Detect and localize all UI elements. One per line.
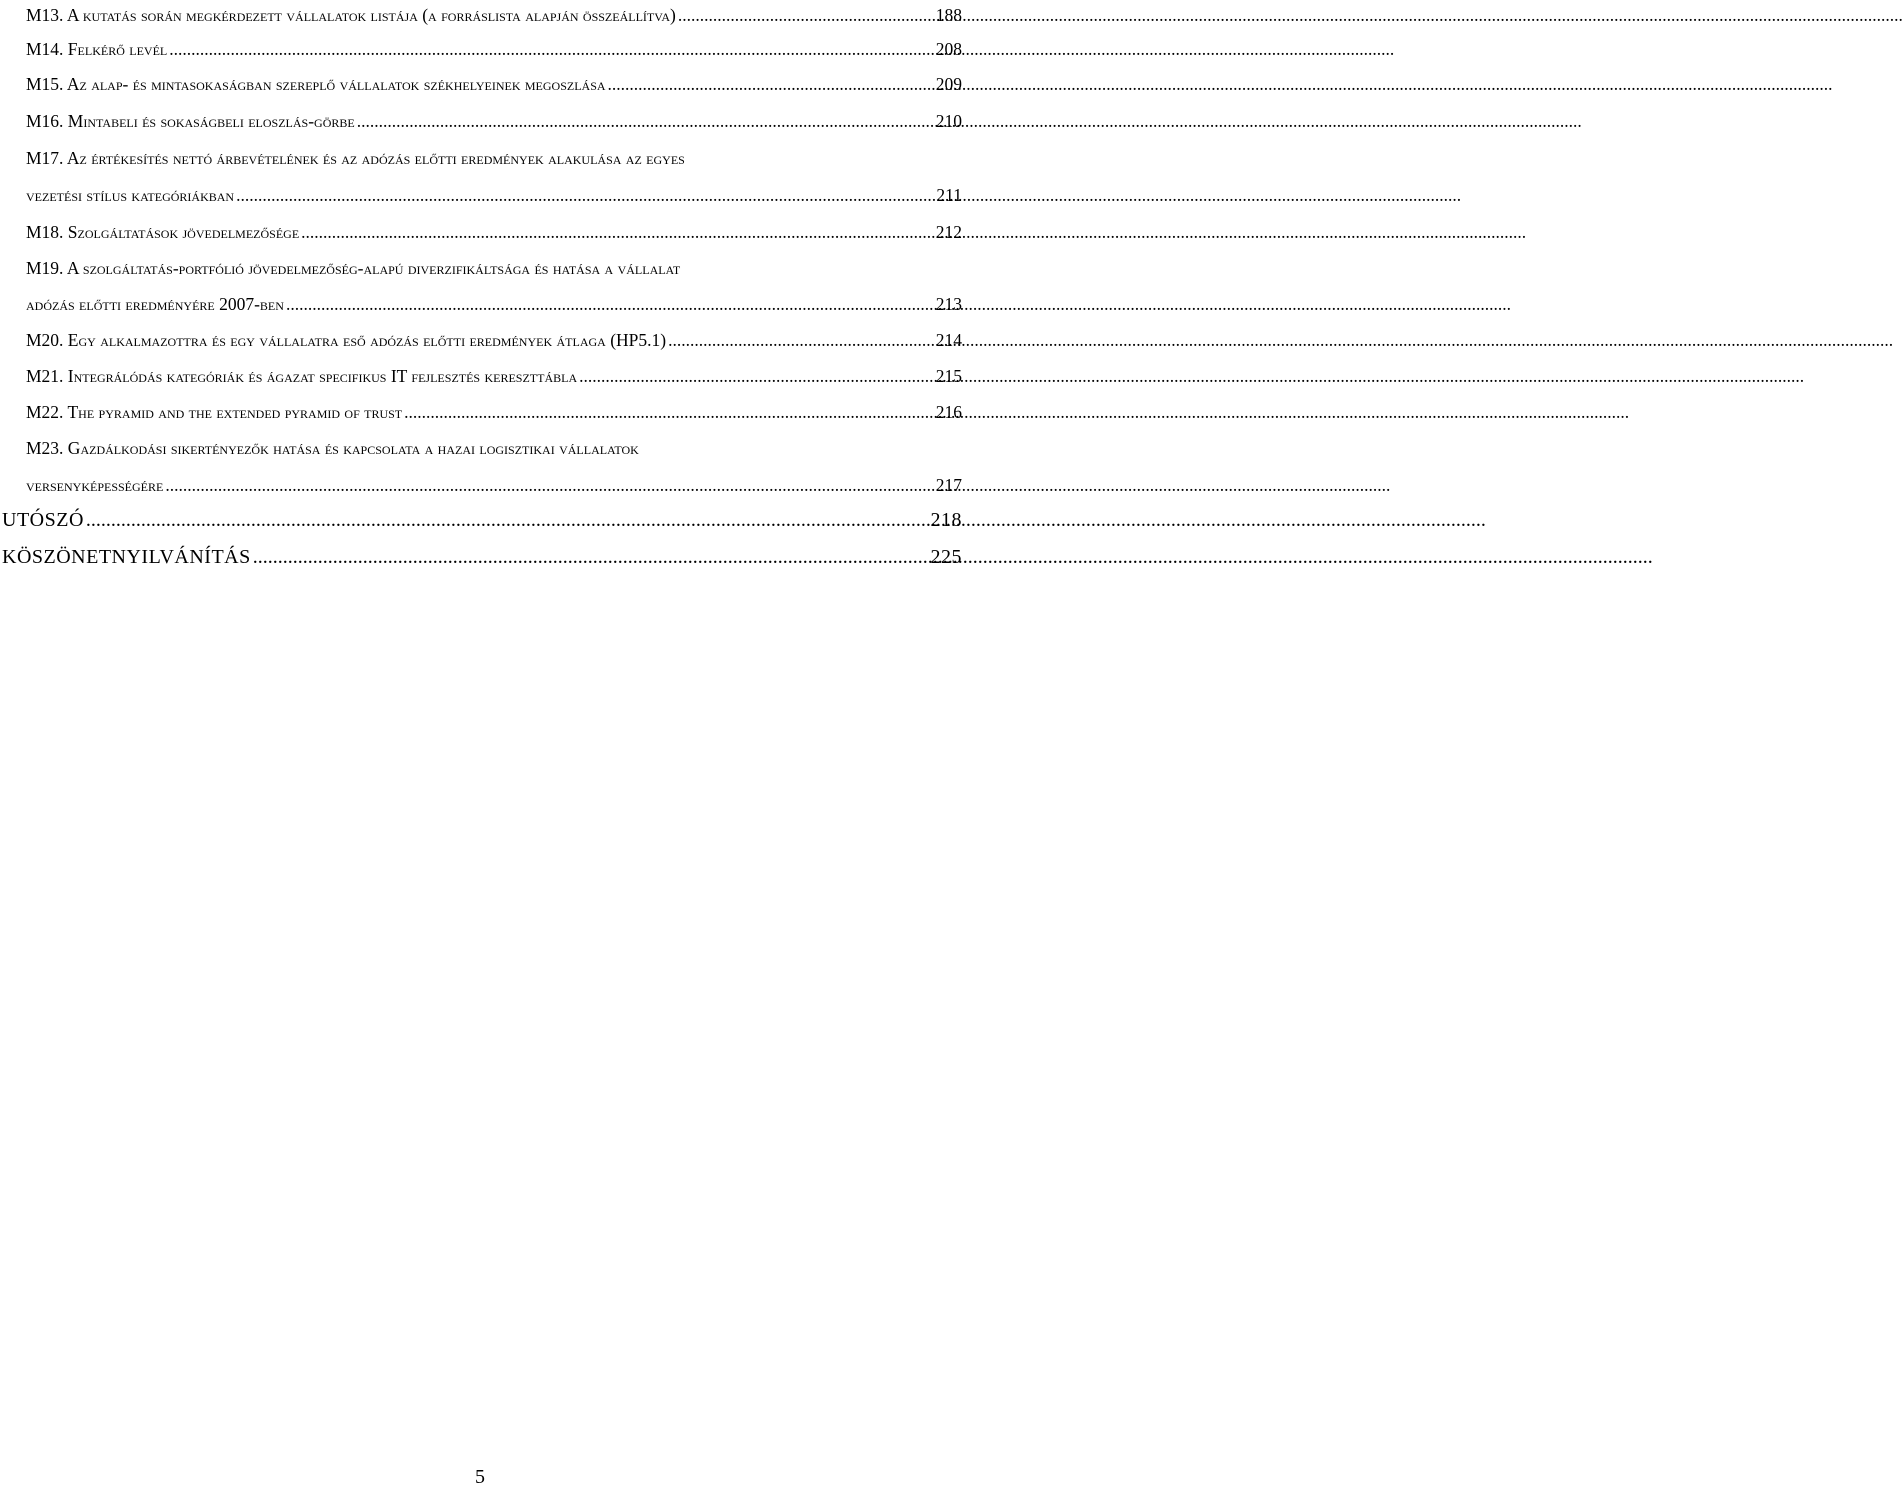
toc-entry-m20[interactable] [26, 325, 962, 355]
toc-leader-dots [169, 34, 934, 64]
toc-entry-page: 214 [935, 330, 962, 350]
toc-entry-page: 211 [936, 185, 962, 205]
toc-leader-dots [286, 289, 934, 319]
toc-leader-dots [404, 397, 934, 427]
toc-entry-m17[interactable] [26, 180, 962, 210]
toc-entry-m18[interactable] [26, 217, 962, 247]
toc-entry-page: 215 [935, 366, 962, 386]
toc-entry-title: M15. Az alap- és mintasokaságban szereplő vállalatok székhelyeinek megoszlása [26, 74, 606, 94]
toc-entry-m19-title[interactable]: M19. A szolgáltatás-portfólió jövedelmezőség-alapú diverzifikáltsága és hatása a vállalat [26, 258, 681, 278]
toc-entry-title: M20. Egy alkalmazottra és egy vállalatra eső adózás előtti eredmények átlaga (HP5.1) [26, 330, 667, 350]
toc-entry-m23[interactable] [26, 470, 962, 500]
toc-entry-page: 218 [930, 509, 962, 531]
toc-leader-dots [236, 180, 934, 210]
toc-entry-page: 210 [935, 111, 962, 131]
toc-entry-m21[interactable] [26, 361, 962, 391]
toc-entry-m23-title[interactable]: M23. Gazdálkodási sikertényezők hatása és kapcsolata a hazai logisztikai vállalatok [26, 438, 639, 458]
toc-entry-title-continued: vezetési stílus kategóriákban [26, 185, 235, 205]
toc-entry-page: 216 [935, 402, 962, 422]
toc-entry-title: UTÓSZÓ [2, 509, 84, 531]
toc-entry-m13[interactable] [26, 0, 962, 30]
toc-entry-m16[interactable] [26, 106, 962, 136]
toc-entry-title: KÖSZÖNETNYILVÁNÍTÁS [2, 546, 251, 568]
toc-leader-dots [678, 0, 934, 30]
toc-entry-page: 225 [930, 546, 962, 568]
toc-leader-dots [253, 542, 929, 572]
toc-entry-m19[interactable] [26, 289, 962, 319]
toc-entry-m22[interactable] [26, 397, 962, 427]
toc-entry-page: 208 [935, 39, 962, 59]
toc-leader-dots [579, 361, 934, 391]
toc-entry-title: M16. Mintabeli és sokaságbeli eloszlás-görbe [26, 111, 355, 131]
toc-entry-page: 212 [935, 222, 962, 242]
toc-entry-title: M13. A kutatás során megkérdezett vállalatok listája (a forráslista alapján összeállítva) [26, 5, 676, 25]
toc-leader-dots [86, 505, 929, 535]
toc-entry-page: 188 [935, 5, 962, 25]
toc-leader-dots [165, 470, 933, 500]
toc-leader-dots [608, 69, 934, 99]
page-number: 5 [475, 1466, 485, 1488]
toc-entry-m14[interactable] [26, 34, 962, 64]
toc-entry-page: 209 [935, 74, 962, 94]
toc-entry-m17-title[interactable]: M17. Az értékesítés nettó árbevételének és az adózás előtti eredmények alakulása az egyes [26, 148, 685, 168]
toc-entry-koszonetnyilvanitas[interactable] [2, 542, 962, 572]
toc-entry-title-continued: adózás előtti eredményére 2007-ben [26, 294, 284, 314]
toc-entry-page: 217 [935, 475, 962, 495]
toc-entry-utoszo[interactable] [2, 505, 962, 535]
toc-leader-dots [301, 217, 934, 247]
toc-leader-dots [357, 106, 934, 136]
toc-entry-m15[interactable] [26, 69, 962, 99]
toc-entry-page: 213 [935, 294, 962, 314]
toc-entry-title: M14. Felkérő levél [26, 39, 168, 59]
toc-entry-title: M22. The pyramid and the extended pyramid of trust [26, 402, 403, 422]
toc-entry-title-continued: versenyképességére [26, 475, 164, 495]
toc-entry-title: M21. Integrálódás kategóriák és ágazat specifikus IT fejlesztés kereszttábla [26, 366, 578, 386]
toc-leader-dots [668, 325, 934, 355]
toc-entry-title: M18. Szolgáltatások jövedelmezősége [26, 222, 300, 242]
